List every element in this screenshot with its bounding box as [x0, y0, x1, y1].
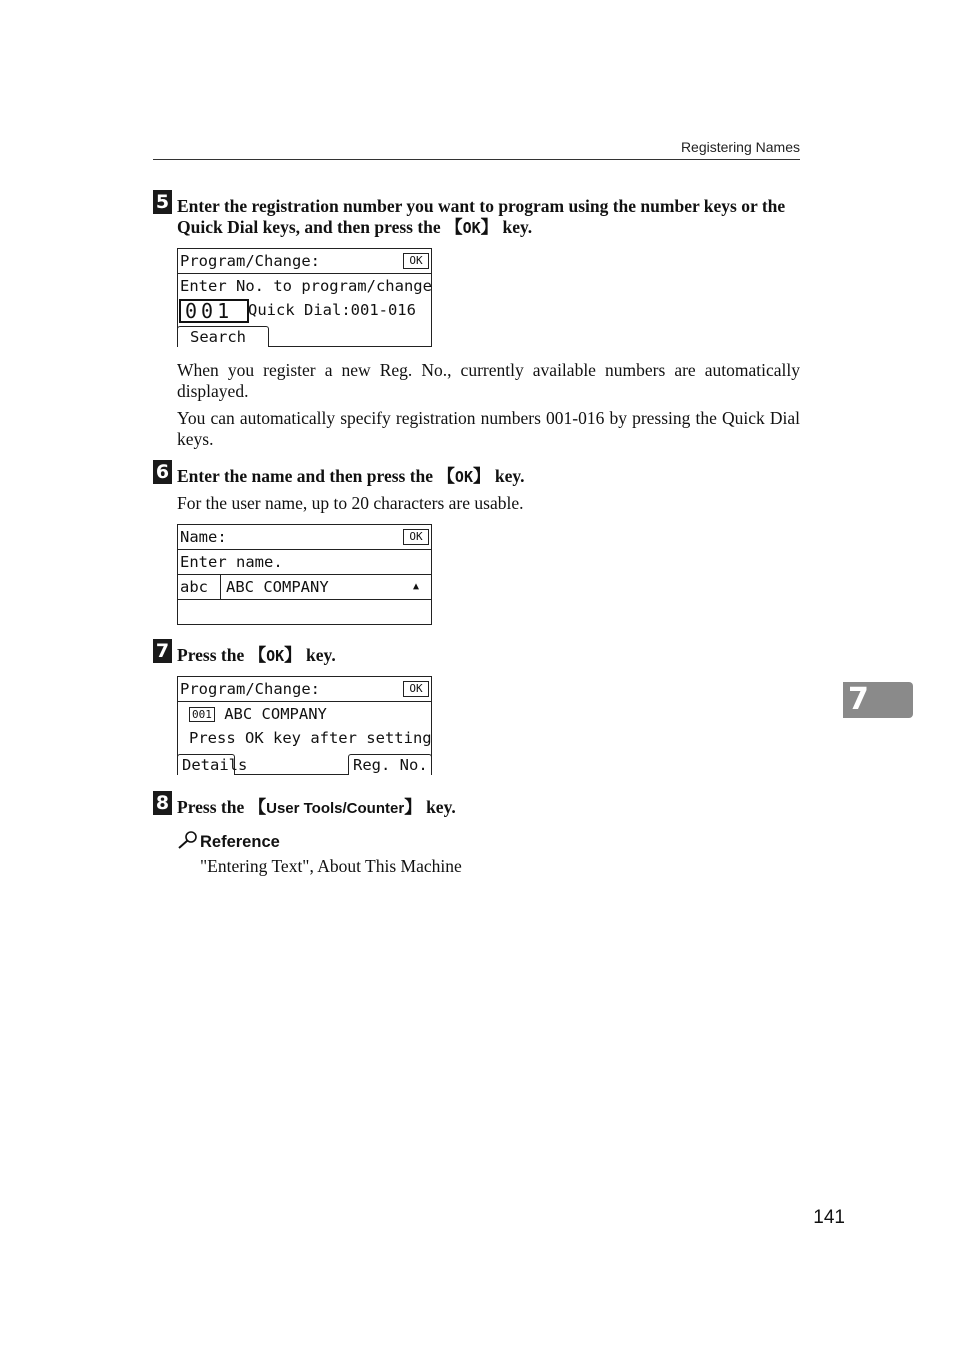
step-5-text: Enter the registration number you want to program using the number keys or the Quick Dial keys, and then press the	[177, 196, 786, 237]
lcd-button-row	[178, 322, 431, 346]
entry-name: ABC COMPANY	[224, 705, 327, 723]
lcd-button-row	[178, 750, 431, 774]
ok-key-label: OK	[454, 468, 473, 486]
step-8-instruction: Press the 【User Tools/Counter】 key.	[177, 797, 456, 817]
step-number-5: 5	[153, 190, 172, 214]
step-6-note: For the user name, up to 20 characters are usable.	[177, 493, 524, 513]
lcd-input-row	[178, 574, 431, 599]
lcd-entry-row	[178, 701, 431, 726]
reference-text: "Entering Text", About This Machine	[200, 856, 462, 876]
step-number-6: 6	[153, 460, 172, 484]
lcd-instruction: Press OK key after setting	[189, 729, 432, 747]
magnifier-icon	[177, 830, 199, 850]
chapter-tab: 7	[843, 682, 913, 718]
lcd-instruction-row	[178, 726, 431, 750]
step-5-note-1: When you register a new Reg. No., currently available numbers are automatically displayed.	[177, 360, 800, 401]
page-number: 141	[813, 1207, 845, 1228]
step-5-note-2: You can automatically specify registration numbers 001-016 by pressing the Quick Dial keys.	[177, 408, 800, 449]
step-7-text: Press the	[177, 645, 249, 665]
reference-heading	[177, 830, 280, 853]
reg-number-badge: 001	[189, 707, 215, 722]
reg-number-field: 001	[179, 299, 249, 323]
step-8-text-after: key.	[421, 797, 456, 817]
reference-title: Reference	[200, 833, 280, 851]
ok-key-label: OK	[462, 219, 481, 237]
lcd-program-change-number	[177, 248, 432, 347]
step-6-instruction: Enter the name and then press the 【OK】 key.	[177, 466, 525, 486]
lcd-divider	[220, 575, 221, 599]
lcd-empty-row	[178, 599, 431, 624]
lcd-prompt: Enter name.	[180, 553, 283, 571]
lcd-search-button: Search	[177, 326, 269, 347]
quick-dial-range: Quick Dial:001-016	[248, 301, 416, 319]
lcd-ok-indicator: OK	[403, 681, 429, 697]
lcd-title-row	[178, 677, 431, 701]
lcd-details-button: Details	[177, 754, 235, 775]
step-number-8: 8	[153, 791, 172, 815]
step-6-text: Enter the name and then press the	[177, 466, 438, 486]
header-rule	[153, 159, 800, 160]
lcd-prompt-row	[178, 549, 431, 574]
lcd-title: Program/Change:	[180, 680, 320, 698]
step-8-text: Press the	[177, 797, 249, 817]
step-5-text-after: key.	[498, 217, 533, 237]
lcd-title: Name:	[180, 528, 227, 546]
step-number-7: 7	[153, 639, 172, 663]
name-value: ABC COMPANY	[226, 578, 329, 596]
step-7-instruction: Press the 【OK】 key.	[177, 645, 336, 665]
step-6-text-after: key.	[490, 466, 525, 486]
lcd-title-row	[178, 525, 431, 549]
lcd-program-change-confirm	[177, 676, 432, 775]
lcd-prompt: Enter No. to program/change	[180, 277, 432, 295]
lcd-reg-no-button: Reg. No.	[348, 754, 432, 775]
step-7-text-after: key.	[301, 645, 336, 665]
lcd-name-entry	[177, 524, 432, 625]
lcd-ok-indicator: OK	[403, 529, 429, 545]
cursor-up-icon: ▲	[412, 581, 419, 592]
lcd-prompt-row	[178, 273, 431, 298]
input-mode: abc	[180, 578, 208, 596]
lcd-title: Program/Change:	[180, 252, 320, 270]
running-head: Registering Names	[680, 139, 800, 155]
lcd-entry	[178, 705, 327, 723]
lcd-ok-indicator: OK	[403, 253, 429, 269]
lcd-number-row	[178, 298, 431, 322]
step-5-instruction: Enter the registration number you want to program using the number keys or the Quick Dial keys, and then press the 【OK】 key.	[177, 196, 786, 237]
ok-key-label: OK	[266, 647, 285, 665]
lcd-title-row	[178, 249, 431, 273]
user-tools-key-label: User Tools/Counter	[266, 800, 405, 817]
